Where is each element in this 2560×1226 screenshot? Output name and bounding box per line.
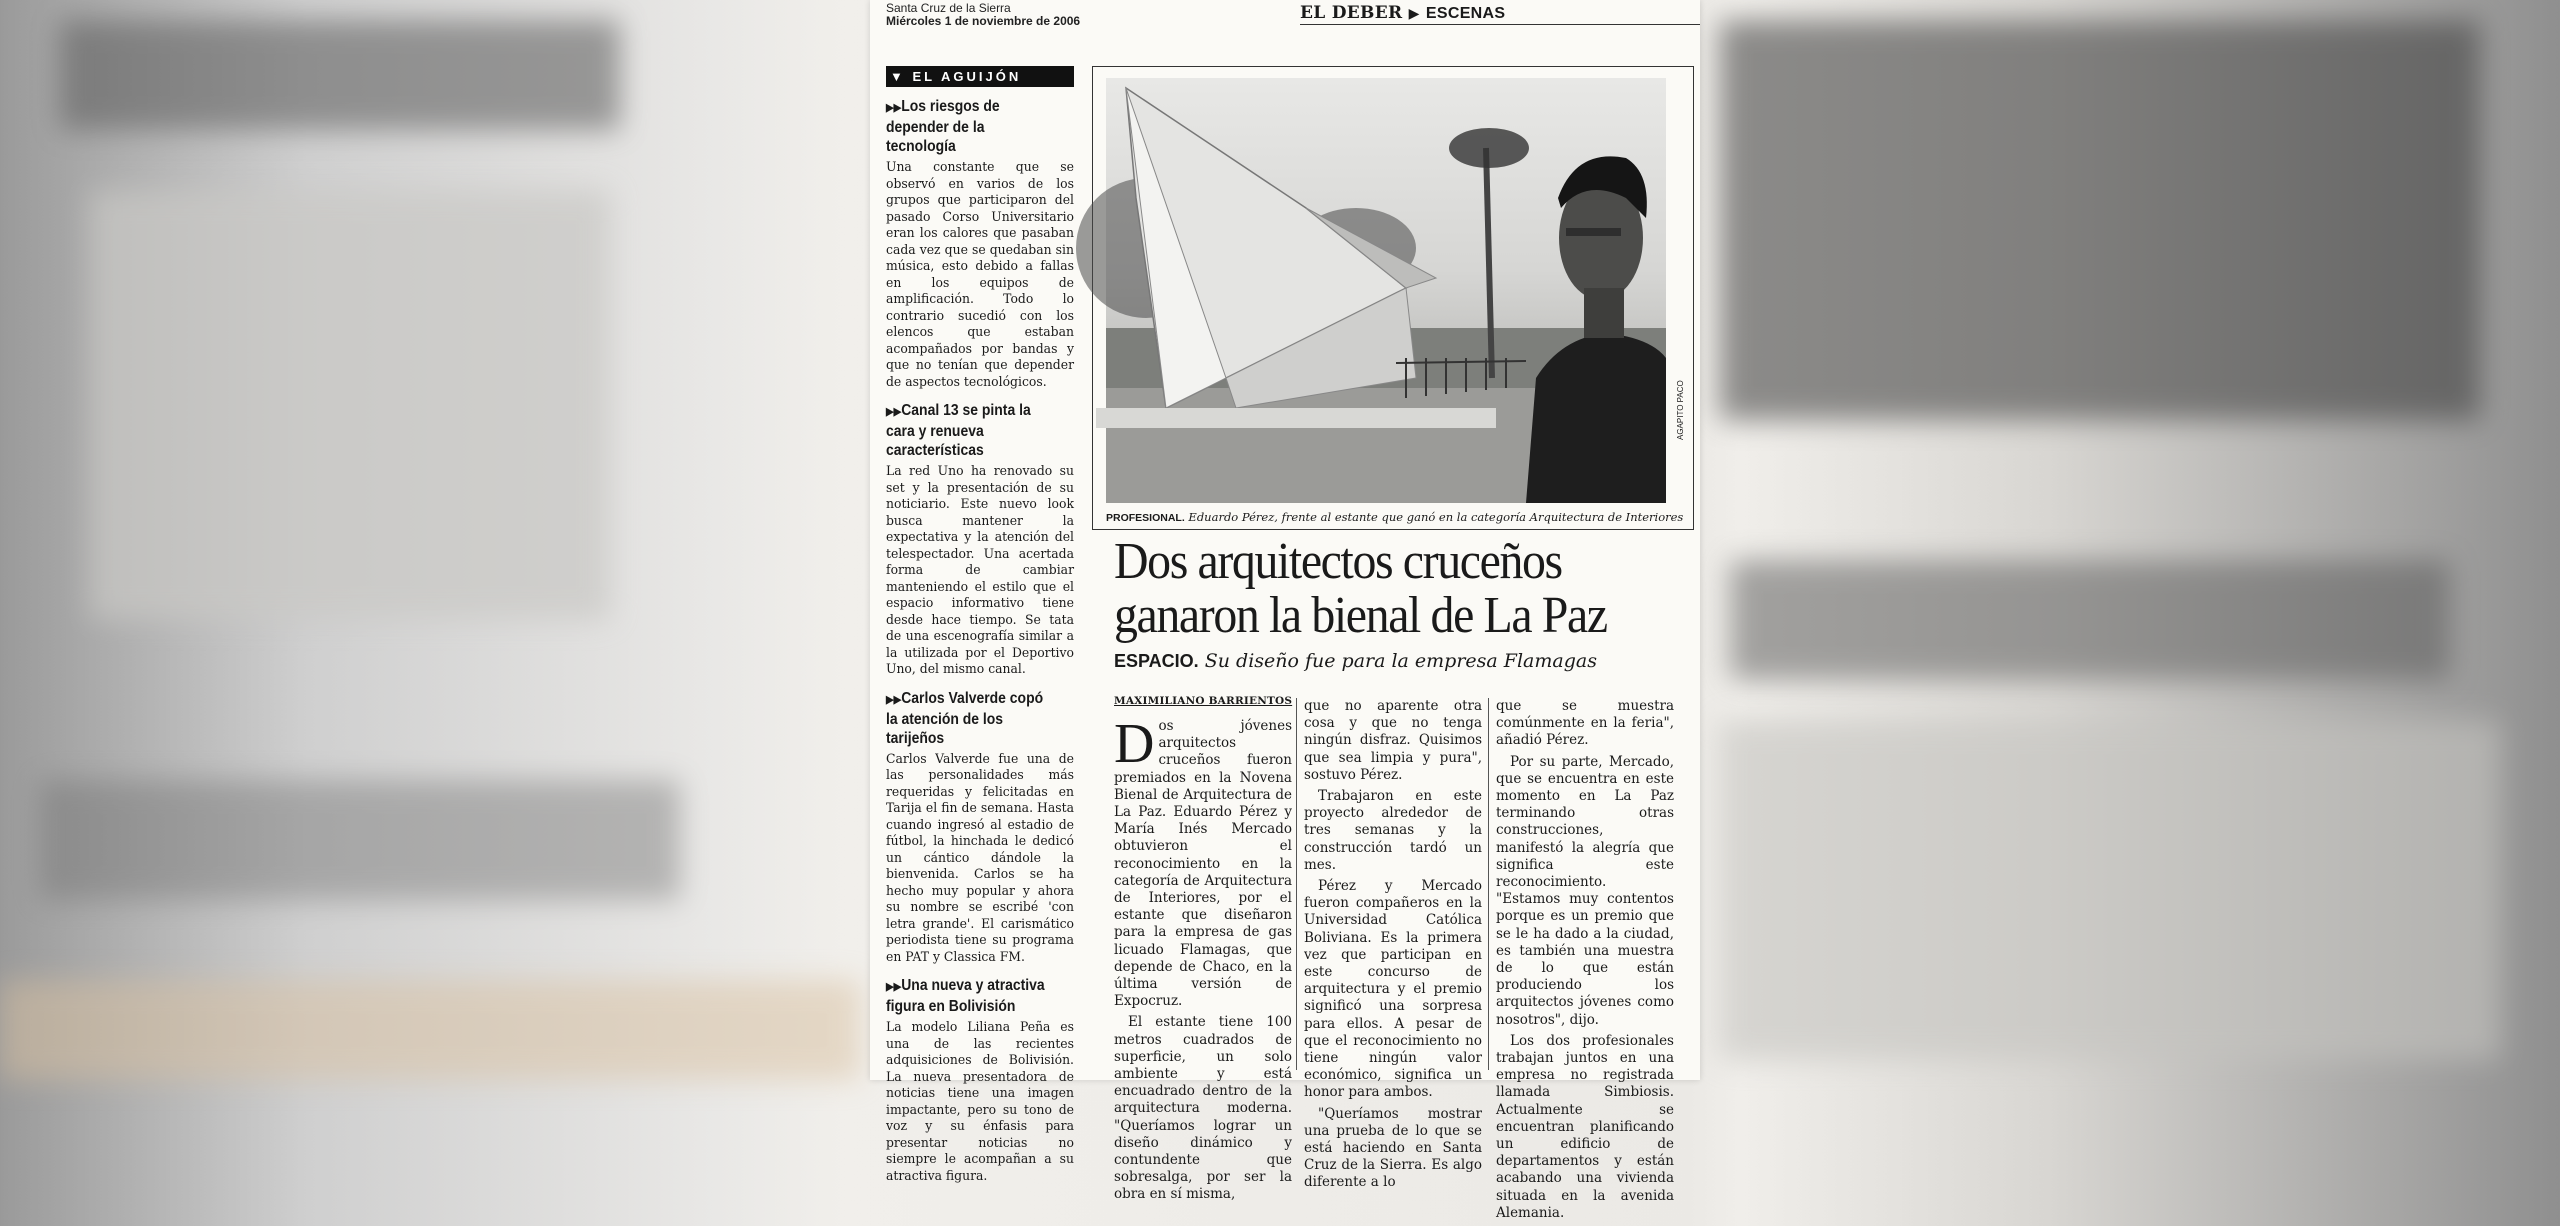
column-title: ▼ EL AGUIJÓN <box>886 66 1074 87</box>
column-separator <box>1488 698 1489 1070</box>
article-column-3 <box>1496 698 1674 1226</box>
paragraph: Por su parte, Mercado, que se encuentra en este momento en La Paz terminando otras construcciones, manifestó la alegría que significa este reconocimiento. "Estamos muy contentos porque es un premio que se le ha dado a la ciudad, es también una muestra de lo que están produciendo los arquitectos jóvenes como nosotros", dijo. <box>1496 753 1674 1028</box>
brief-title: ▶▶Canal 13 se pinta la cara y renueva características <box>886 402 1031 459</box>
photo-illustration <box>1106 78 1666 503</box>
paragraph: que no aparente otra cosa y que no tenga ningún disfraz. Quisimos que sea limpia y pura", sostuvo Pérez. <box>1304 698 1482 783</box>
article-column-1 <box>1114 713 1292 1208</box>
article-column-2 <box>1304 698 1482 1196</box>
blurred-background-left-foot <box>0 980 860 1080</box>
blurred-background-right-text <box>1720 720 2500 1060</box>
double-arrow-icon: ▶▶ <box>886 102 902 114</box>
double-arrow-icon: ▶▶ <box>886 406 902 418</box>
blurred-background-left-top <box>60 20 620 130</box>
brief-body: Carlos Valverde fue una de las personalidades más requeridas y felicitadas en Tarija el fin de semana. Hasta cuando ingresó al estadio de fútbol, la hinchada le dedicó un cántico dándole la bienvenida. Carlos se ha hecho muy popular y ahora su nombre se escribé 'con letra grande'. El carismático periodista tiene su programa en PAT y Classica FM. <box>886 751 1074 965</box>
paragraph: "Queríamos mostrar una prueba de lo que se está haciendo en Santa Cruz de la Sierra. Es algo diferente a lo <box>1304 1105 1482 1191</box>
caption-label: PROFESIONAL. <box>1106 512 1185 524</box>
paragraph: que se muestra comúnmente en la feria", añadió Pérez. <box>1496 698 1674 749</box>
blurred-background-right-headline <box>1730 560 2450 680</box>
article-byline: MAXIMILIANO BARRIENTOS <box>1114 695 1293 707</box>
brief-title: ▶▶Una nueva y atractiva figura en Bolivisión <box>886 977 1045 1015</box>
page-header-right <box>1300 3 1505 23</box>
page-header-left <box>886 2 1080 28</box>
blurred-background-left-bottom <box>40 780 680 900</box>
article-deck: ESPACIO. Su diseño fue para la empresa Flamagas <box>1114 650 1597 672</box>
double-arrow-icon: ▶▶ <box>886 981 902 993</box>
brief-body: La modelo Liliana Peña es una de las recientes adquisiciones de Bolivisión. La nueva presentadora de noticias tiene una imagen impactante, pero su tono de voz y su énfasis para presentar noticias no siempre le acompañan a su atractiva figura. <box>886 1020 1074 1184</box>
section-name: ESCENAS <box>1425 5 1506 22</box>
newspaper-name: EL DEBER <box>1300 3 1403 23</box>
triangle-down-icon: ▼ <box>890 69 906 84</box>
blurred-background-left-mid <box>90 190 610 620</box>
newspaper-page <box>870 0 1700 1221</box>
paragraph: Los dos profesionales trabajan juntos en una empresa no registrada llamada Simbiosis. Actualmente se encuentran planificando un edificio de departamentos y están acabando una vivienda situada en la avenida Alemania. <box>1496 1032 1674 1221</box>
blurred-background-right-photo <box>1720 20 2480 420</box>
drop-cap: D <box>1114 713 1155 775</box>
header-location: Santa Cruz de la Sierra <box>886 1 1011 15</box>
paragraph: Trabajaron en este proyecto alrededor de tres semanas y la construcción tardó un mes. <box>1304 788 1482 873</box>
header-rule <box>1300 24 1700 25</box>
paragraph: Pérez y Mercado fueron compañeros en la Universidad Católica Boliviana. Es la primera vez que participan en este concurso de arquitectura y el premio significó una sorpresa para ellos. A pesar de que el reconocimiento no tiene ningún valor económico, significa un honor para ambos. <box>1304 878 1482 1101</box>
deck-label: ESPACIO. <box>1114 651 1199 671</box>
arrow-icon: ▶ <box>1408 6 1420 22</box>
double-arrow-icon: ▶▶ <box>886 693 902 706</box>
paragraph: El estante tiene 100 metros cuadrados de superficie, un solo ambiente y está encuadrado dentro de la arquitectura moderna. "Queríamos lograr un diseño dinámico y contundente que sobresalga, por ser la obra en sí misma, <box>1114 1014 1292 1203</box>
article-photo <box>1106 78 1666 503</box>
brief-title: ▶▶Carlos Valverde copó la atención de los tarijeños <box>886 689 1044 747</box>
paragraph: Dos jóvenes arquitectos cruceños fueron premiados en la Novena Bienal de Arquitectura de La Paz. Eduardo Pérez y María Inés Mercado obtuvieron el reconocimiento en la categoría de Arquitectura de Interiores, por el estante que diseñaron para la empresa de gas licuado Flamagas, que depende de Chaco, en la última versión de Expocruz. <box>1114 713 1292 1010</box>
brief-title: ▶▶Los riesgos de depender de la tecnología <box>886 98 1000 155</box>
article-headline: Dos arquitectos cruceños ganaron la bienal de La Paz <box>1114 533 1607 644</box>
brief-body: La red Uno ha renovado su set y la presentación de su noticiario. Este nuevo look busca mantener la expectativa y la atención del telespectador. Una acertada forma de cambiar manteniendo el estilo que el espacio informativo tiene desde hace tiempo. Se tata de una escenografía similar a la utilizada por el Deportivo Uno, del mismo canal. <box>886 464 1074 677</box>
photo-caption: PROFESIONAL. Eduardo Pérez, frente al estante que ganó en la categoría Arquitectura de Interiores <box>1106 510 1684 524</box>
column-separator <box>1296 698 1297 1070</box>
photo-credit: AGAPITO PACO <box>1676 380 1685 440</box>
brief-body: Una constante que se observó en varios de los grupos que participaron del pasado Corso Universitario eran los calores que pasaban cada vez que se quedaban sin música, esto debido a fallas en los equipos de amplificación. Todo lo contrario sucedió con los elencos que estaban acompañados por bandas y que no tenían que depender de aspectos tecnológicos. <box>886 160 1074 390</box>
header-date: Miércoles 1 de noviembre de 2006 <box>886 14 1081 28</box>
aguijon-column <box>886 66 1074 1185</box>
